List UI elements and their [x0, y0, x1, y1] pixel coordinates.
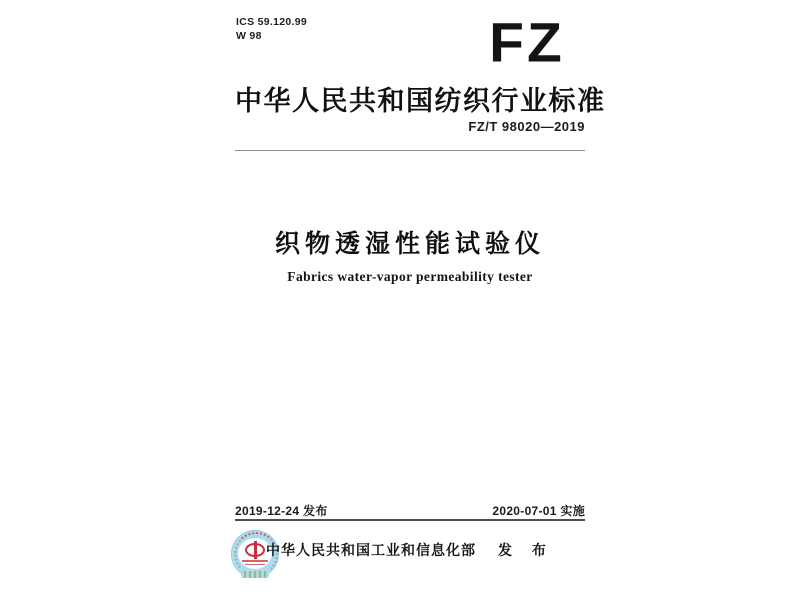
standard-number: FZ/T 98020—2019: [468, 119, 585, 134]
seal-text-line: [242, 560, 268, 562]
fz-logo: FZ: [489, 11, 565, 75]
implement-date: 2020-07-01 实施: [492, 504, 585, 518]
seal-bottom-band: [241, 571, 269, 578]
class-code: W 98: [236, 29, 262, 42]
standard-title: 中华人民共和国纺织行业标准: [235, 86, 606, 116]
ics-code: ICS 59.120.99: [236, 16, 308, 28]
footer-divider: [235, 519, 585, 521]
document-title-zh: 织物透湿性能试验仪: [274, 230, 545, 258]
seal-text-line: [245, 564, 265, 566]
dates-row: [235, 502, 585, 519]
header-divider: [235, 150, 585, 151]
issue-date: 2019-12-24 发布: [235, 504, 328, 518]
publisher-row: [235, 540, 585, 560]
publish-label: 发 布: [498, 542, 554, 558]
publisher-name: 中华人民共和国工业和信息化部: [266, 542, 477, 558]
ics-codes: [236, 16, 307, 43]
document-title-en: Fabrics water-vapor permeability tester: [287, 269, 533, 284]
